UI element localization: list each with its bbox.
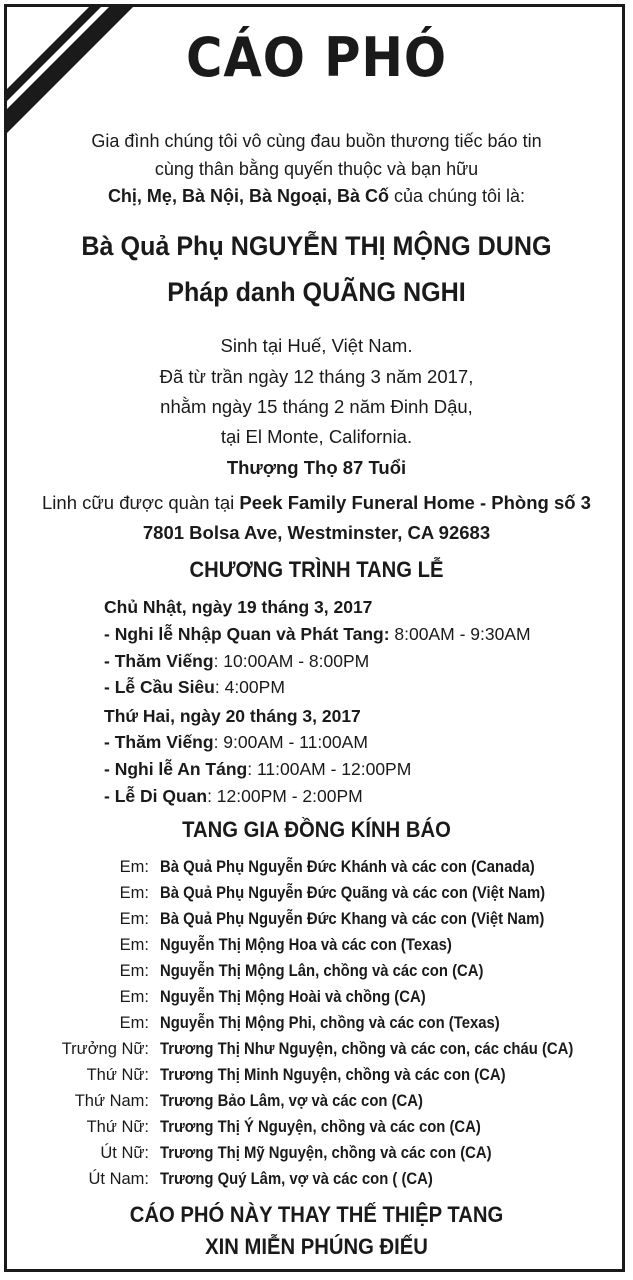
funeral-address: 7801 Bolsa Ave, Westminster, CA 92683 xyxy=(142,522,491,543)
age-text: Thượng Thọ 87 Tuổi xyxy=(226,457,407,478)
member-relation: Em: xyxy=(119,936,149,954)
program-item-label: - Lễ Di Quan xyxy=(104,786,208,806)
member-relation: Thứ Nữ: xyxy=(86,1066,149,1084)
member-name: Bà Quả Phụ Nguyễn Đức Khang và các con (Việt Nam) xyxy=(160,910,545,928)
member-name: Trương Quý Lâm, vợ và các con ( (CA) xyxy=(160,1170,433,1188)
program-item xyxy=(104,759,411,780)
member-relation: Trưởng Nữ: xyxy=(61,1040,149,1058)
member-name: Trương Thị Như Nguyện, chồng và các con, các cháu (CA) xyxy=(160,1040,574,1058)
intro-line-2: cùng thân bằng quyến thuộc và bạn hữu xyxy=(154,159,479,179)
program-item xyxy=(104,732,368,753)
program-item-time: : 10:00AM - 8:00PM xyxy=(213,651,370,671)
program-item xyxy=(104,624,531,645)
member-relation: Em: xyxy=(119,962,149,980)
member-relation: Em: xyxy=(119,988,149,1006)
lunar-date: nhằm ngày 15 tháng 2 năm Đinh Dậu, xyxy=(160,396,473,417)
program-item-label: - Nghi lễ Nhập Quan và Phát Tang: xyxy=(104,624,390,644)
death-date: Đã từ trần ngày 12 tháng 3 năm 2017, xyxy=(159,366,474,387)
program-item xyxy=(104,651,369,672)
member-name: Nguyễn Thị Mộng Lân, chồng và các con (CA) xyxy=(160,962,484,980)
member-name: Trương Thị Minh Nguyện, chồng và các con (CA) xyxy=(160,1066,506,1084)
day1-date: Chủ Nhật, ngày 19 tháng 3, 2017 xyxy=(104,597,373,617)
program-item-label: - Nghi lễ An Táng xyxy=(104,759,248,779)
notice-title: CÁO PHÓ xyxy=(185,26,448,89)
member-name: Trương Thị Ý Nguyện, chồng và các con (CA) xyxy=(160,1118,481,1136)
footer-line-1: CÁO PHÓ NÀY THAY THẾ THIỆP TANG xyxy=(129,1202,504,1227)
program-item xyxy=(104,786,363,807)
casket-line xyxy=(0,492,633,514)
program-item-time: : 9:00AM - 11:00AM xyxy=(213,732,368,752)
program-item-time: : 12:00PM - 2:00PM xyxy=(207,786,363,806)
family-heading: TANG GIA ĐỒNG KÍNH BÁO xyxy=(182,817,451,842)
relations-text: Chị, Mẹ, Bà Nội, Bà Ngoại, Bà Cố xyxy=(107,186,389,206)
member-name: Nguyễn Thị Mộng Hoa và các con (Texas) xyxy=(160,936,452,954)
member-relation: Thứ Nữ: xyxy=(86,1118,149,1136)
funeral-home: Peek Family Funeral Home - Phòng số 3 xyxy=(239,492,591,513)
birth-place: Sinh tại Huế, Việt Nam. xyxy=(220,335,413,356)
program-item-time: : 4:00PM xyxy=(214,677,285,697)
program-item-label: - Lễ Cầu Siêu xyxy=(104,677,215,697)
program-heading: CHƯƠNG TRÌNH TANG LỄ xyxy=(189,557,444,582)
member-relation: Út Nam: xyxy=(88,1170,149,1188)
member-name: Bà Quả Phụ Nguyễn Đức Khánh và các con (Canada) xyxy=(160,858,535,876)
member-name: Nguyễn Thị Mộng Phi, chồng và các con (Texas) xyxy=(160,1014,500,1032)
intro-line-1: Gia đình chúng tôi vô cùng đau buồn thương tiếc báo tin xyxy=(91,131,542,151)
intro-line-3 xyxy=(0,186,633,207)
program-item-time: 8:00AM - 9:30AM xyxy=(389,624,531,644)
deceased-name: Bà Quả Phụ NGUYỄN THỊ MỘNG DUNG xyxy=(81,231,552,261)
death-place: tại El Monte, California. xyxy=(220,426,413,447)
member-name: Nguyễn Thị Mộng Hoài và chồng (CA) xyxy=(160,988,426,1006)
casket-prefix: Linh cữu được quàn tại xyxy=(42,492,240,513)
member-relation: Em: xyxy=(119,884,149,902)
dharma-name: Pháp danh QUÃNG NGHI xyxy=(167,277,466,307)
day2-date: Thứ Hai, ngày 20 tháng 3, 2017 xyxy=(104,706,361,726)
member-relation: Út Nữ: xyxy=(100,1144,149,1162)
member-relation: Em: xyxy=(119,1014,149,1032)
program-item-label: - Thăm Viếng xyxy=(104,651,214,671)
member-relation: Thứ Nam: xyxy=(74,1092,149,1110)
program-item-label: - Thăm Viếng xyxy=(104,732,214,752)
member-name: Trương Thị Mỹ Nguyện, chồng và các con (CA) xyxy=(160,1144,492,1162)
program-item xyxy=(104,677,285,698)
footer-line-2: XIN MIỄN PHÚNG ĐIẾU xyxy=(205,1234,428,1259)
member-relation: Em: xyxy=(119,910,149,928)
member-name: Trương Bảo Lâm, vợ và các con (CA) xyxy=(160,1092,423,1110)
intro-line-3-rest: của chúng tôi là: xyxy=(388,186,526,206)
program-item-time: : 11:00AM - 12:00PM xyxy=(247,759,412,779)
member-name: Bà Quả Phụ Nguyễn Đức Quãng và các con (Việt Nam) xyxy=(160,884,546,902)
member-relation: Em: xyxy=(119,858,149,876)
